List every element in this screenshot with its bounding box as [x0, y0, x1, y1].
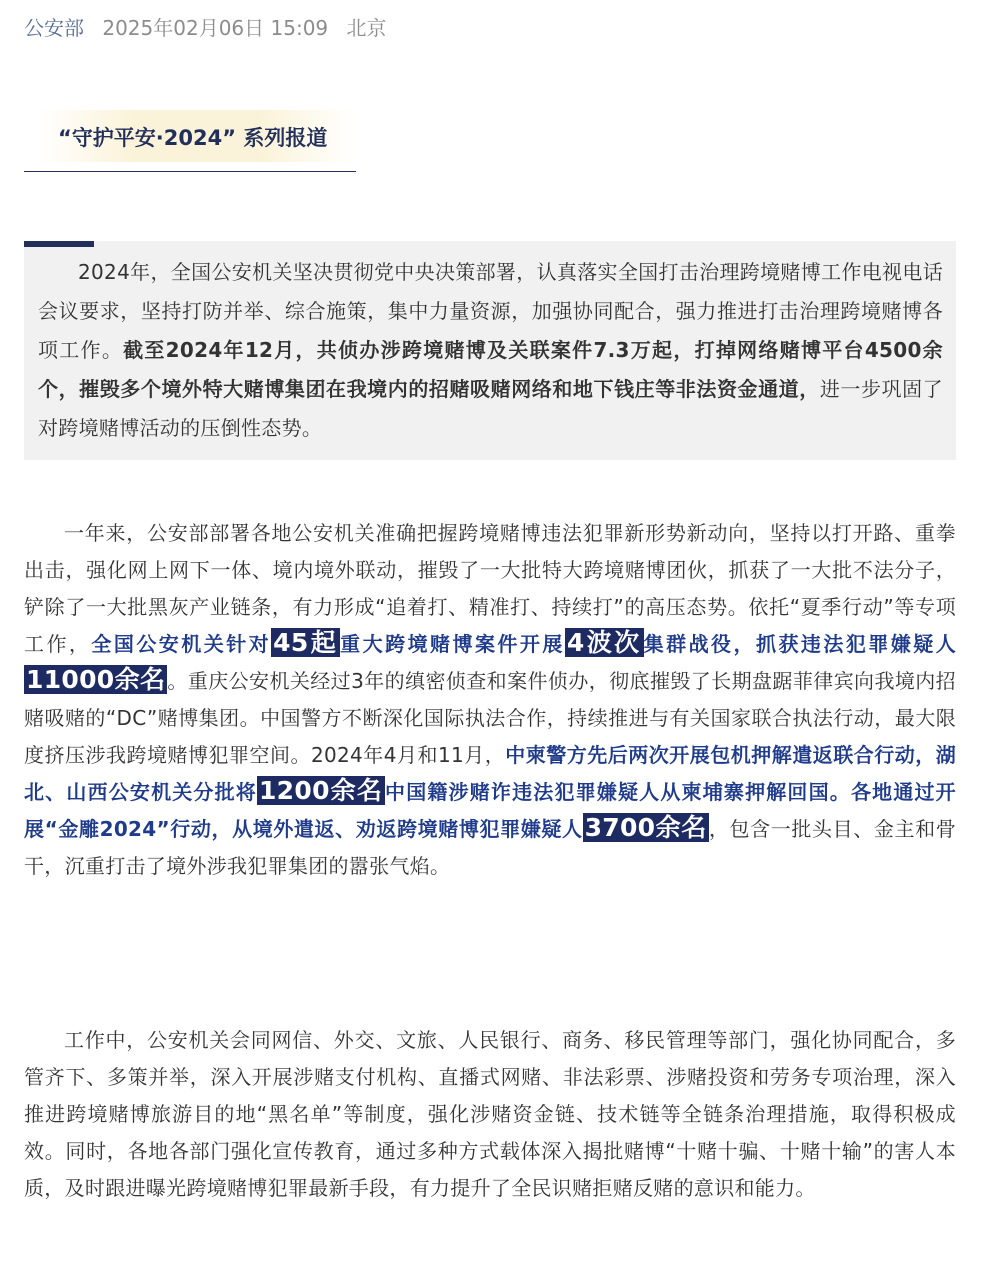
- intro-bold: 截至2024年12月，共侦办涉跨境赌博及关联案件7.3万起，打掉网络赌博平台4500余个，摧毁多个境外特大赌博集团在我境内的招赌吸赌网络和地下钱庄等非法资金通道，: [38, 338, 943, 401]
- series-title: “守护平安·2024” 系列报道: [58, 126, 328, 150]
- series-banner: [38, 110, 356, 162]
- intro-paragraph: [38, 253, 943, 448]
- paragraph-3-text: [24, 1022, 956, 1207]
- paragraph-3: [24, 1022, 956, 1207]
- source-account-link[interactable]: 公安部: [24, 16, 84, 40]
- p2-highlight-5: 3700余名: [584, 813, 707, 842]
- p2-bold-5: 中国籍涉赌诈违法犯罪嫌疑人从柬埔寨押解回国。各地通过开展“金雕2024”行动，从境外遣返、劝返跨境赌博犯罪嫌疑人: [24, 780, 956, 841]
- paragraph-2-text: [24, 515, 956, 885]
- intro-text-1: 2024年，全国公安机关坚决贯彻党中央决策部署，认真落实全国打击治理跨境赌博工作电视电话会议要求，坚持打防并举、综合施策，集中力量资源，加强协同配合，强力推进打击治理跨境赌博各项工作。: [38, 260, 943, 362]
- p2-bold-2: 重大跨境赌博案件开展: [340, 632, 565, 656]
- publish-datetime: 2025年02月06日 15:09: [102, 16, 329, 40]
- article-meta: [24, 12, 387, 41]
- p2-text-2: 。重庆公安机关经过3年的缜密侦查和案件侦办，彻底摧毁了长期盘踞菲律宾向我境内招赌吸赌的“DC”赌博集团。中国警方不断深化国际执法合作，持续推进与有关国家联合执法行动，最大限度挤压涉我跨境赌博犯罪空间。2024年4月和11月，: [24, 669, 956, 767]
- paragraph-2: [24, 515, 956, 885]
- intro-text: [38, 253, 943, 448]
- p2-highlight-4: 1200余名: [258, 776, 384, 805]
- p3-text-1: 工作中，公安机关会同网信、外交、文旅、人民银行、商务、移民管理等部门，强化协同配合，多管齐下、多策并举，深入开展涉赌支付机构、直播式网赌、非法彩票、涉赌投资和劳务专项治理，深入推进跨境赌博旅游目的地“黑名单”等制度，强化涉赌资金链、技术链等全链条治理措施，取得积极成效。同时，各地各部门强化宣传教育，通过多种方式载体深入揭批赌博“十赌十骗、十赌十输”的害人本质，及时跟进曝光跨境赌博犯罪最新手段，有力提升了全民识赌拒赌反赌的意识和能力。: [24, 1028, 956, 1200]
- intro-box-accent: [24, 241, 94, 247]
- series-divider: [24, 171, 356, 172]
- p2-highlight-3: 11000余名: [26, 665, 166, 694]
- p2-bold-1: 全国公安机关针对: [91, 632, 272, 656]
- p2-text-1: 一年来，公安部部署各地公安机关准确把握跨境赌博违法犯罪新形势新动向，坚持以打开路、重拳出击，强化网上网下一体、境内境外联动，摧毁了一大批特大跨境赌博团伙，抓获了一大批不法分子，铲除了一大批黑灰产业链条，有力形成“追着打、精准打、持续打”的高压态势。依托“夏季行动”等专项工作，: [24, 521, 956, 656]
- publish-location: 北京: [346, 16, 387, 40]
- p2-text-3: ，包含一批头目、金主和骨干，沉重打击了境外涉我犯罪集团的嚣张气焰。: [24, 817, 957, 878]
- p2-bold-3: 集群战役，抓获违法犯罪嫌疑人: [643, 632, 957, 656]
- p2-highlight-1: 45起: [273, 628, 339, 657]
- p2-highlight-2: 4波次: [566, 628, 642, 657]
- p2-bold-4: 中柬警方先后两次开展包机押解遣返联合行动，湖北、山西公安机关分批将: [24, 743, 956, 804]
- intro-text-2: 进一步巩固了对跨境赌博活动的压倒性态势。: [38, 377, 943, 440]
